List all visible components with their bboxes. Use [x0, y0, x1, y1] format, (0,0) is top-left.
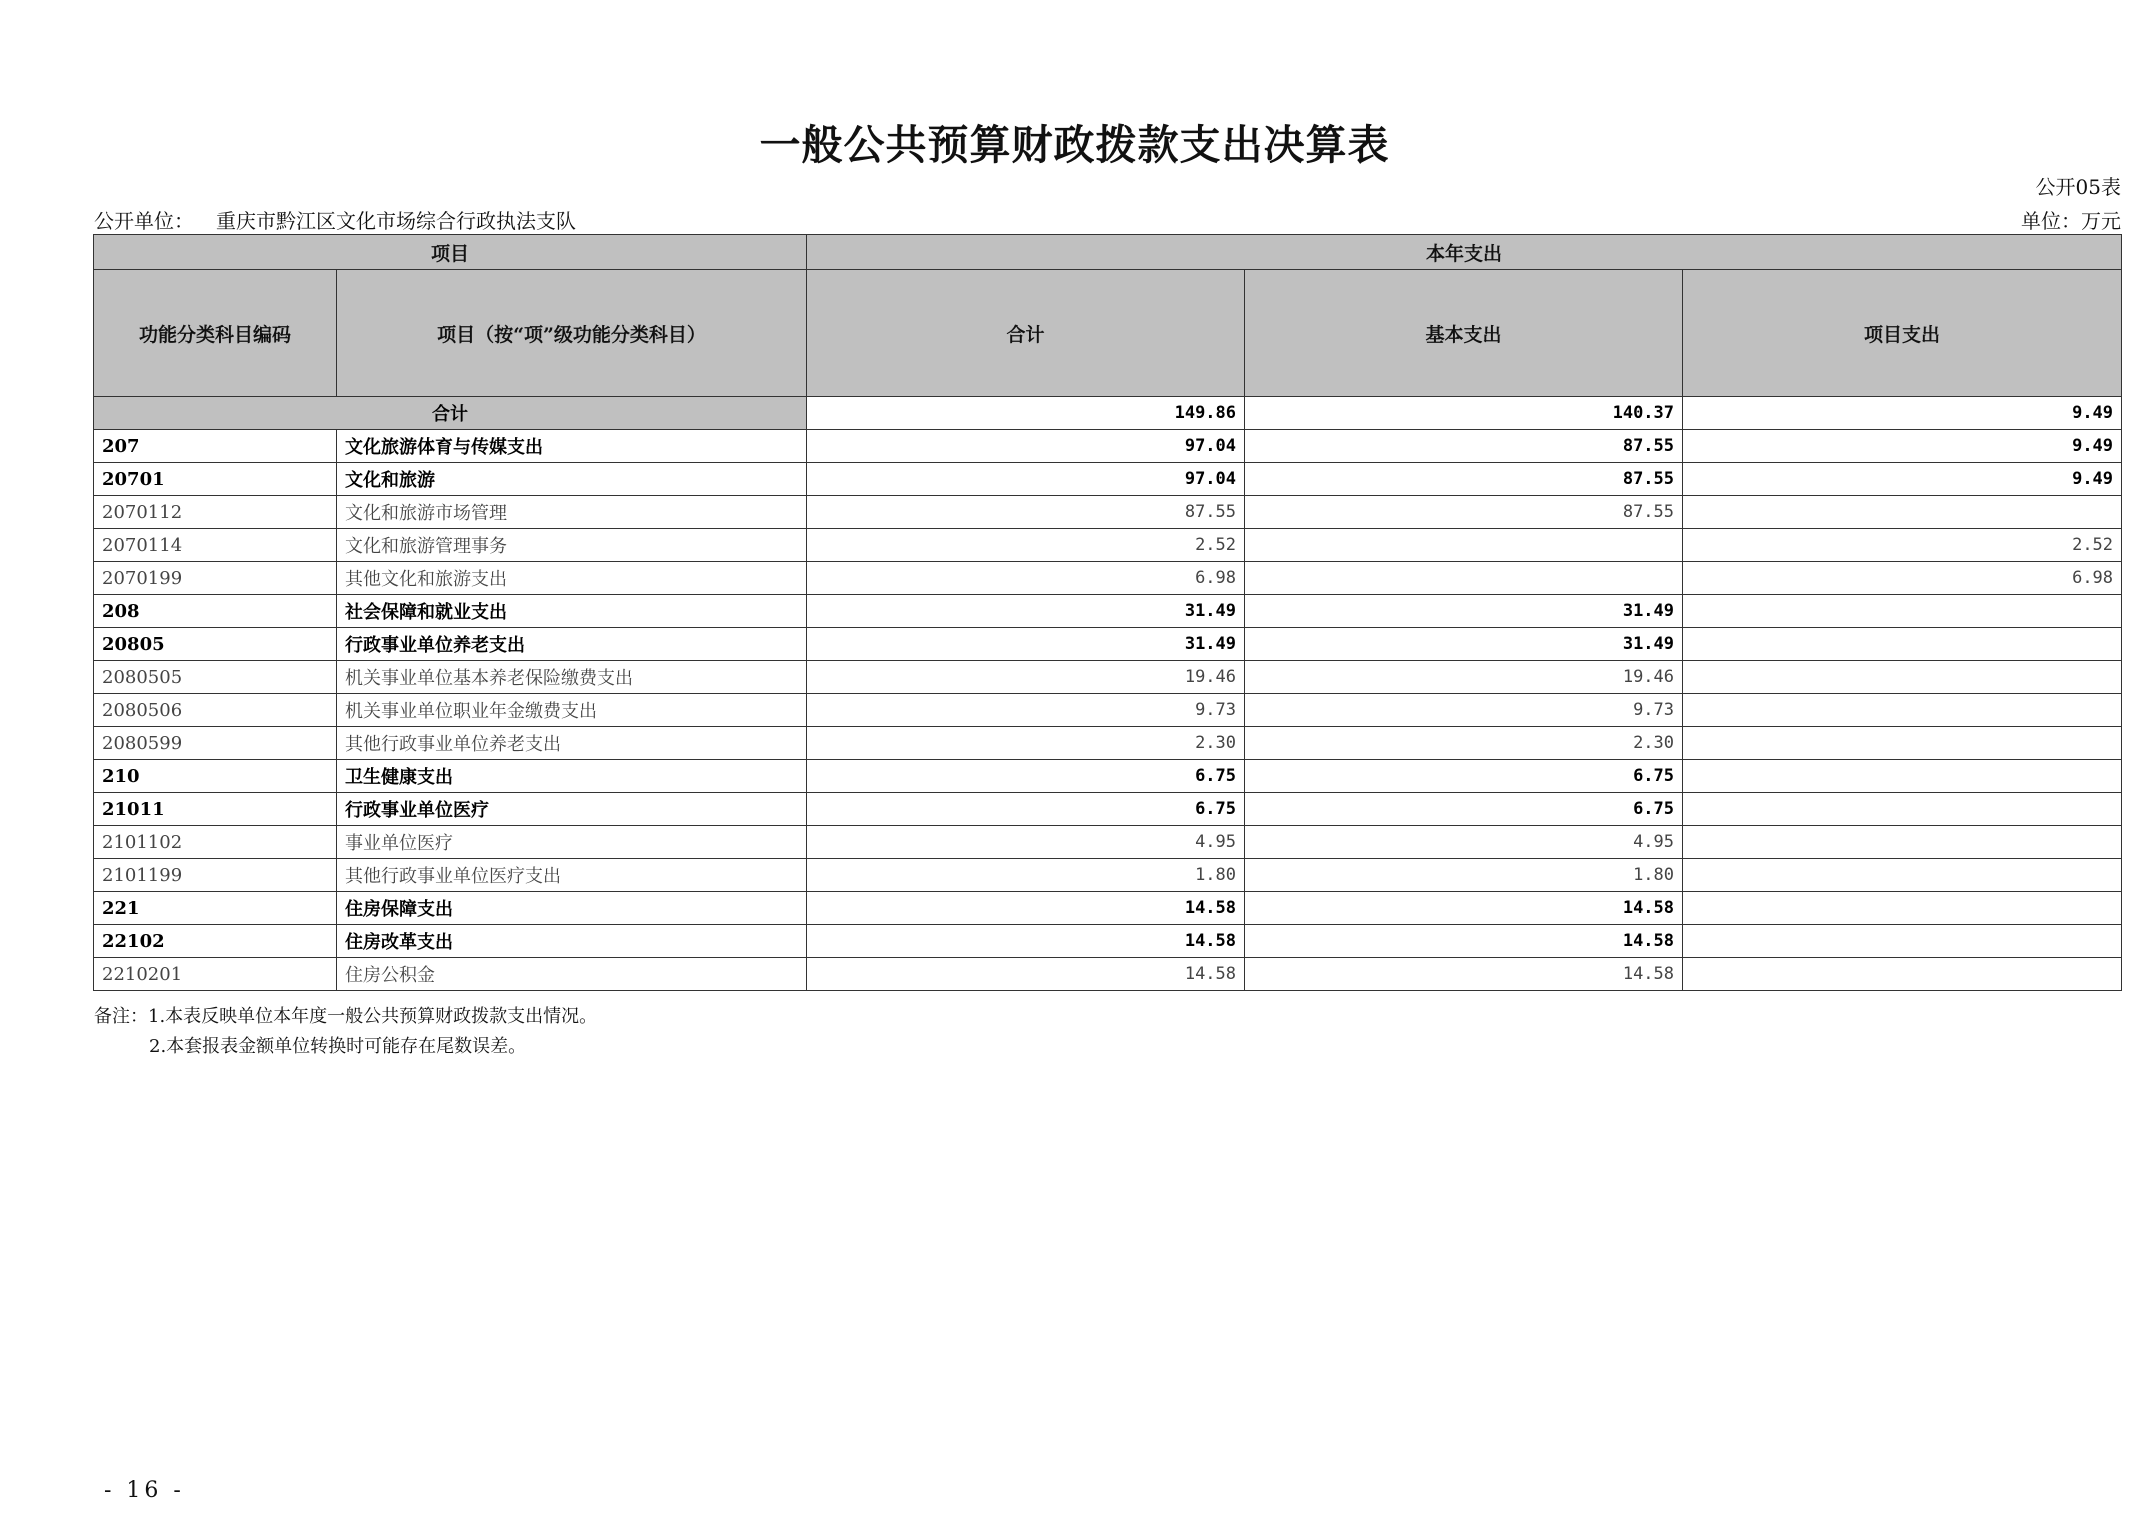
header-current-year: 本年支出 — [807, 235, 2122, 270]
row-project — [1683, 595, 2122, 628]
row-name: 文化和旅游管理事务 — [337, 529, 807, 562]
row-total: 6.98 — [807, 562, 1245, 595]
note-2: 2.本套报表金额单位转换时可能存在尾数误差。 — [149, 1036, 527, 1057]
row-name: 住房改革支出 — [337, 925, 807, 958]
row-code: 2101102 — [94, 826, 337, 859]
row-basic: 14.58 — [1245, 892, 1683, 925]
row-basic: 6.75 — [1245, 760, 1683, 793]
row-project — [1683, 496, 2122, 529]
row-name: 机关事业单位职业年金缴费支出 — [337, 694, 807, 727]
row-code: 208 — [94, 595, 337, 628]
table-row — [94, 958, 2122, 991]
row-total: 97.04 — [807, 463, 1245, 496]
notes — [94, 1002, 597, 1062]
row-code: 207 — [94, 430, 337, 463]
row-basic — [1245, 529, 1683, 562]
row-total: 31.49 — [807, 595, 1245, 628]
table-row — [94, 430, 2122, 463]
header-basic: 基本支出 — [1245, 270, 1683, 397]
row-total: 14.58 — [807, 892, 1245, 925]
row-project — [1683, 694, 2122, 727]
row-code: 210 — [94, 760, 337, 793]
table-row — [94, 661, 2122, 694]
header-code: 功能分类科目编码 — [94, 270, 337, 397]
row-project — [1683, 958, 2122, 991]
row-project — [1683, 925, 2122, 958]
row-project — [1683, 892, 2122, 925]
row-basic: 31.49 — [1245, 595, 1683, 628]
row-name: 文化旅游体育与传媒支出 — [337, 430, 807, 463]
row-name: 文化和旅游市场管理 — [337, 496, 807, 529]
row-total: 2.30 — [807, 727, 1245, 760]
row-basic: 4.95 — [1245, 826, 1683, 859]
total-row-label: 合计 — [94, 397, 807, 430]
row-basic: 9.73 — [1245, 694, 1683, 727]
row-project: 2.52 — [1683, 529, 2122, 562]
table-row — [94, 760, 2122, 793]
row-name: 其他文化和旅游支出 — [337, 562, 807, 595]
header-item: 项目（按“项”级功能分类科目） — [337, 270, 807, 397]
page-number: - 16 - — [104, 1478, 185, 1503]
total-row — [94, 397, 2122, 430]
row-total: 31.49 — [807, 628, 1245, 661]
reporting-unit-label: 公开单位： — [94, 209, 194, 233]
row-name: 事业单位医疗 — [337, 826, 807, 859]
header-total: 合计 — [807, 270, 1245, 397]
row-total: 9.73 — [807, 694, 1245, 727]
row-total: 4.95 — [807, 826, 1245, 859]
row-project — [1683, 661, 2122, 694]
row-name: 其他行政事业单位养老支出 — [337, 727, 807, 760]
table-row — [94, 562, 2122, 595]
row-code: 2070114 — [94, 529, 337, 562]
row-code: 2080506 — [94, 694, 337, 727]
row-basic: 1.80 — [1245, 859, 1683, 892]
row-code: 2070199 — [94, 562, 337, 595]
row-total: 6.75 — [807, 760, 1245, 793]
row-code: 2101199 — [94, 859, 337, 892]
row-basic: 14.58 — [1245, 958, 1683, 991]
row-basic: 14.58 — [1245, 925, 1683, 958]
row-total: 2.52 — [807, 529, 1245, 562]
table-row — [94, 694, 2122, 727]
row-project: 9.49 — [1683, 430, 2122, 463]
row-total: 87.55 — [807, 496, 1245, 529]
row-total: 14.58 — [807, 925, 1245, 958]
row-basic: 31.49 — [1245, 628, 1683, 661]
row-basic: 19.46 — [1245, 661, 1683, 694]
total-row-project: 9.49 — [1683, 397, 2122, 430]
row-code: 21011 — [94, 793, 337, 826]
table-row — [94, 595, 2122, 628]
row-total: 97.04 — [807, 430, 1245, 463]
header-row-2 — [94, 270, 2122, 397]
row-code: 2070112 — [94, 496, 337, 529]
row-code: 2080505 — [94, 661, 337, 694]
row-name: 其他行政事业单位医疗支出 — [337, 859, 807, 892]
reporting-unit-name: 重庆市黔江区文化市场综合行政执法支队 — [216, 209, 576, 233]
table-row — [94, 727, 2122, 760]
currency-unit: 单位：万元 — [2021, 209, 2121, 233]
row-project — [1683, 859, 2122, 892]
row-total: 19.46 — [807, 661, 1245, 694]
form-number: 公开05表 — [2035, 175, 2121, 199]
row-name: 行政事业单位医疗 — [337, 793, 807, 826]
total-row-basic: 140.37 — [1245, 397, 1683, 430]
note-1: 备注：1.本表反映单位本年度一般公共预算财政拨款支出情况。 — [94, 1006, 598, 1027]
expenditure-table — [93, 234, 2122, 991]
row-project: 6.98 — [1683, 562, 2122, 595]
table-row — [94, 496, 2122, 529]
row-basic: 87.55 — [1245, 430, 1683, 463]
table-row — [94, 892, 2122, 925]
table-row — [94, 529, 2122, 562]
row-name: 行政事业单位养老支出 — [337, 628, 807, 661]
header-project-exp: 项目支出 — [1683, 270, 2122, 397]
row-total: 6.75 — [807, 793, 1245, 826]
row-total: 1.80 — [807, 859, 1245, 892]
row-project — [1683, 793, 2122, 826]
row-name: 文化和旅游 — [337, 463, 807, 496]
table-row — [94, 793, 2122, 826]
table-row — [94, 463, 2122, 496]
row-project — [1683, 727, 2122, 760]
row-project — [1683, 826, 2122, 859]
table-row — [94, 826, 2122, 859]
row-name: 社会保障和就业支出 — [337, 595, 807, 628]
row-project — [1683, 760, 2122, 793]
reporting-unit — [94, 205, 576, 234]
row-code: 20701 — [94, 463, 337, 496]
row-code: 2210201 — [94, 958, 337, 991]
header-project: 项目 — [94, 235, 807, 270]
row-code: 22102 — [94, 925, 337, 958]
row-code: 2080599 — [94, 727, 337, 760]
row-project: 9.49 — [1683, 463, 2122, 496]
row-name: 住房保障支出 — [337, 892, 807, 925]
total-row-total: 149.86 — [807, 397, 1245, 430]
page-title: 一般公共预算财政拨款支出决算表 — [759, 121, 1390, 169]
row-name: 机关事业单位基本养老保险缴费支出 — [337, 661, 807, 694]
header-row-1 — [94, 235, 2122, 270]
row-code: 20805 — [94, 628, 337, 661]
table-row — [94, 628, 2122, 661]
row-name: 住房公积金 — [337, 958, 807, 991]
row-basic — [1245, 562, 1683, 595]
row-code: 221 — [94, 892, 337, 925]
row-total: 14.58 — [807, 958, 1245, 991]
row-basic: 6.75 — [1245, 793, 1683, 826]
row-basic: 87.55 — [1245, 496, 1683, 529]
row-basic: 87.55 — [1245, 463, 1683, 496]
table-row — [94, 925, 2122, 958]
row-basic: 2.30 — [1245, 727, 1683, 760]
row-name: 卫生健康支出 — [337, 760, 807, 793]
row-project — [1683, 628, 2122, 661]
table-row — [94, 859, 2122, 892]
